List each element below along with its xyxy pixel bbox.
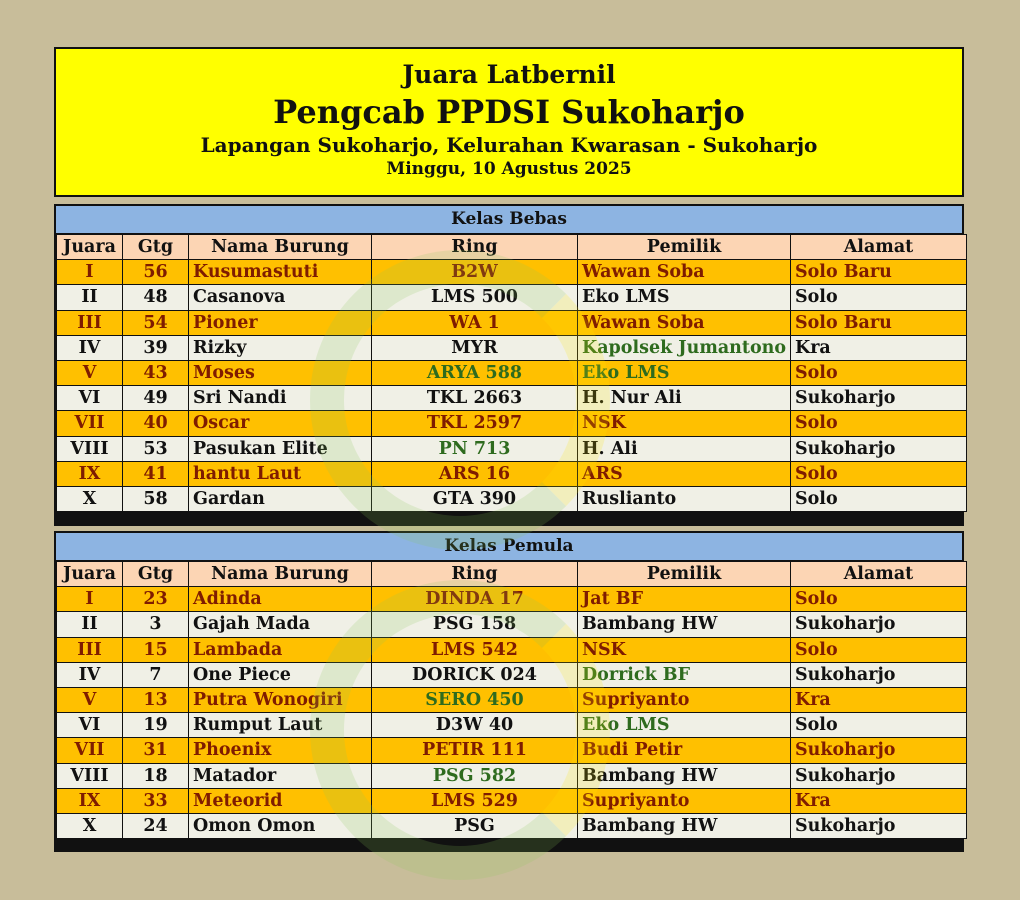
cell-alamat: Solo <box>791 411 967 436</box>
cell-juara: VI <box>57 713 123 738</box>
cell-ring: ARYA 588 <box>372 360 578 385</box>
cell-gtg: 41 <box>123 461 189 486</box>
cell-juara: IV <box>57 662 123 687</box>
cell-juara: X <box>57 813 123 838</box>
table-row <box>57 411 967 436</box>
col-pemilik: Pemilik <box>578 562 791 587</box>
cell-juara: V <box>57 360 123 385</box>
cell-juara: VIII <box>57 763 123 788</box>
col-gtg: Gtg <box>123 562 189 587</box>
cell-pemilik: Wawan Soba <box>578 260 791 285</box>
cell-pemilik: Budi Petir <box>578 738 791 763</box>
col-pemilik: Pemilik <box>578 235 791 260</box>
cell-pemilik: NSK <box>578 411 791 436</box>
cell-alamat: Sukoharjo <box>791 612 967 637</box>
cell-ring: DINDA 17 <box>372 587 578 612</box>
cell-ring: D3W 40 <box>372 713 578 738</box>
cell-gtg: 7 <box>123 662 189 687</box>
cell-nama-burung: Pioner <box>189 310 372 335</box>
cell-gtg: 49 <box>123 386 189 411</box>
cell-gtg: 48 <box>123 285 189 310</box>
col-nama-burung: Nama Burung <box>189 562 372 587</box>
cell-nama-burung: Gardan <box>189 486 372 511</box>
cell-alamat: Sukoharjo <box>791 662 967 687</box>
cell-gtg: 18 <box>123 763 189 788</box>
cell-pemilik: Eko LMS <box>578 713 791 738</box>
cell-ring: TKL 2663 <box>372 386 578 411</box>
cell-ring: TKL 2597 <box>372 411 578 436</box>
col-nama-burung: Nama Burung <box>189 235 372 260</box>
cell-juara: VII <box>57 411 123 436</box>
cell-nama-burung: Lambada <box>189 637 372 662</box>
cell-ring: PN 713 <box>372 436 578 461</box>
cell-alamat: Solo Baru <box>791 260 967 285</box>
cell-juara: X <box>57 486 123 511</box>
cell-juara: I <box>57 587 123 612</box>
section-kelas-bebas <box>54 204 964 526</box>
cell-alamat: Sukoharjo <box>791 763 967 788</box>
cell-pemilik: Ruslianto <box>578 486 791 511</box>
cell-juara: II <box>57 612 123 637</box>
table-row <box>57 486 967 511</box>
cell-juara: IX <box>57 788 123 813</box>
table-row <box>57 763 967 788</box>
cell-ring: LMS 500 <box>372 285 578 310</box>
cell-alamat: Solo Baru <box>791 310 967 335</box>
col-ring: Ring <box>372 562 578 587</box>
cell-juara: III <box>57 310 123 335</box>
cell-alamat: Sukoharjo <box>791 813 967 838</box>
cell-nama-burung: hantu Laut <box>189 461 372 486</box>
cell-alamat: Solo <box>791 360 967 385</box>
cell-nama-burung: Pasukan Elite <box>189 436 372 461</box>
col-ring: Ring <box>372 235 578 260</box>
cell-pemilik: Bambang HW <box>578 612 791 637</box>
cell-juara: IX <box>57 461 123 486</box>
cell-pemilik: Jat BF <box>578 587 791 612</box>
cell-ring: MYR <box>372 335 578 360</box>
header-title: Juara Latbernil <box>402 60 616 89</box>
cell-gtg: 3 <box>123 612 189 637</box>
col-juara: Juara <box>57 235 123 260</box>
cell-alamat: Solo <box>791 713 967 738</box>
cell-nama-burung: Oscar <box>189 411 372 436</box>
column-header-row <box>57 235 967 260</box>
results-table <box>56 561 967 839</box>
cell-alamat: Sukoharjo <box>791 386 967 411</box>
col-alamat: Alamat <box>791 235 967 260</box>
cell-pemilik: Supriyanto <box>578 687 791 712</box>
cell-pemilik: Supriyanto <box>578 788 791 813</box>
cell-pemilik: Bambang HW <box>578 763 791 788</box>
table-row <box>57 713 967 738</box>
table-row <box>57 360 967 385</box>
cell-alamat: Kra <box>791 788 967 813</box>
table-row <box>57 738 967 763</box>
cell-alamat: Solo <box>791 285 967 310</box>
header-venue: Lapangan Sukoharjo, Kelurahan Kwarasan - Sukoharjo <box>200 133 818 157</box>
cell-juara: III <box>57 637 123 662</box>
section-kelas-pemula <box>54 531 964 852</box>
cell-alamat: Sukoharjo <box>791 738 967 763</box>
cell-juara: V <box>57 687 123 712</box>
table-row <box>57 612 967 637</box>
table-row <box>57 436 967 461</box>
results-header <box>54 47 964 197</box>
cell-ring: PETIR 111 <box>372 738 578 763</box>
cell-gtg: 19 <box>123 713 189 738</box>
cell-nama-burung: Meteorid <box>189 788 372 813</box>
cell-ring: LMS 542 <box>372 637 578 662</box>
cell-juara: VII <box>57 738 123 763</box>
cell-pemilik: Kapolsek Jumantono <box>578 335 791 360</box>
cell-nama-burung: Adinda <box>189 587 372 612</box>
cell-pemilik: H. Nur Ali <box>578 386 791 411</box>
cell-ring: PSG 158 <box>372 612 578 637</box>
table-row <box>57 788 967 813</box>
cell-gtg: 56 <box>123 260 189 285</box>
cell-pemilik: NSK <box>578 637 791 662</box>
cell-juara: VIII <box>57 436 123 461</box>
cell-gtg: 43 <box>123 360 189 385</box>
col-juara: Juara <box>57 562 123 587</box>
cell-alamat: Solo <box>791 637 967 662</box>
section-title: Kelas Bebas <box>56 206 962 234</box>
cell-alamat: Sukoharjo <box>791 436 967 461</box>
cell-pemilik: Eko LMS <box>578 285 791 310</box>
cell-ring: WA 1 <box>372 310 578 335</box>
cell-pemilik: ARS <box>578 461 791 486</box>
table-row <box>57 587 967 612</box>
cell-alamat: Kra <box>791 335 967 360</box>
cell-ring: LMS 529 <box>372 788 578 813</box>
cell-ring: SERO 450 <box>372 687 578 712</box>
cell-nama-burung: Rumput Laut <box>189 713 372 738</box>
cell-nama-burung: Putra Wonogiri <box>189 687 372 712</box>
cell-alamat: Kra <box>791 687 967 712</box>
cell-gtg: 39 <box>123 335 189 360</box>
cell-nama-burung: Sri Nandi <box>189 386 372 411</box>
cell-pemilik: Dorrick BF <box>578 662 791 687</box>
cell-pemilik: Eko LMS <box>578 360 791 385</box>
column-header-row <box>57 562 967 587</box>
col-gtg: Gtg <box>123 235 189 260</box>
table-row <box>57 461 967 486</box>
cell-gtg: 54 <box>123 310 189 335</box>
cell-ring: GTA 390 <box>372 486 578 511</box>
cell-pemilik: Wawan Soba <box>578 310 791 335</box>
cell-nama-burung: Phoenix <box>189 738 372 763</box>
section-title: Kelas Pemula <box>56 533 962 561</box>
cell-ring: B2W <box>372 260 578 285</box>
table-row <box>57 813 967 838</box>
cell-nama-burung: Casanova <box>189 285 372 310</box>
cell-gtg: 15 <box>123 637 189 662</box>
results-table <box>56 234 967 512</box>
cell-gtg: 24 <box>123 813 189 838</box>
header-date: Minggu, 10 Agustus 2025 <box>386 159 632 179</box>
cell-nama-burung: Matador <box>189 763 372 788</box>
cell-nama-burung: Gajah Mada <box>189 612 372 637</box>
table-row <box>57 637 967 662</box>
cell-juara: I <box>57 260 123 285</box>
cell-nama-burung: Omon Omon <box>189 813 372 838</box>
cell-alamat: Solo <box>791 461 967 486</box>
cell-alamat: Solo <box>791 486 967 511</box>
cell-alamat: Solo <box>791 587 967 612</box>
cell-gtg: 40 <box>123 411 189 436</box>
cell-nama-burung: Kusumastuti <box>189 260 372 285</box>
table-row <box>57 662 967 687</box>
cell-pemilik: Bambang HW <box>578 813 791 838</box>
cell-gtg: 33 <box>123 788 189 813</box>
table-row <box>57 260 967 285</box>
cell-nama-burung: One Piece <box>189 662 372 687</box>
cell-ring: DORICK 024 <box>372 662 578 687</box>
table-row <box>57 285 967 310</box>
table-row <box>57 687 967 712</box>
cell-gtg: 53 <box>123 436 189 461</box>
cell-nama-burung: Rizky <box>189 335 372 360</box>
cell-ring: PSG <box>372 813 578 838</box>
header-organizer: Pengcab PPDSI Sukoharjo <box>273 93 745 131</box>
cell-nama-burung: Moses <box>189 360 372 385</box>
table-row <box>57 310 967 335</box>
col-alamat: Alamat <box>791 562 967 587</box>
cell-juara: VI <box>57 386 123 411</box>
cell-ring: ARS 16 <box>372 461 578 486</box>
cell-gtg: 58 <box>123 486 189 511</box>
cell-juara: II <box>57 285 123 310</box>
cell-juara: IV <box>57 335 123 360</box>
cell-gtg: 13 <box>123 687 189 712</box>
cell-ring: PSG 582 <box>372 763 578 788</box>
cell-gtg: 23 <box>123 587 189 612</box>
table-row <box>57 335 967 360</box>
table-row <box>57 386 967 411</box>
cell-gtg: 31 <box>123 738 189 763</box>
cell-pemilik: H. Ali <box>578 436 791 461</box>
